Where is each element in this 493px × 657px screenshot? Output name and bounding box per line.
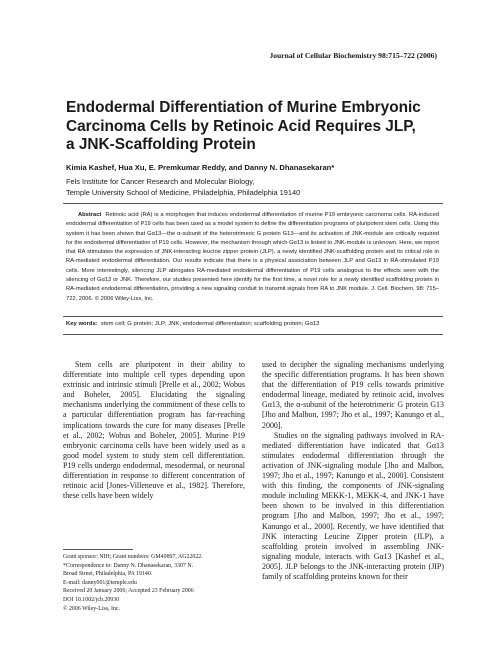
footnote-rule [63, 549, 133, 550]
affiliation-line: Fels Institute for Cancer Research and Molecular Biology, [66, 177, 255, 186]
keywords-text: stem cell; G protein; JLP; JNK; endodermal differentiation; scaffolding protein; Gα13 [100, 321, 320, 327]
abstract-top-rule [63, 203, 443, 204]
address-footnote: Broad Street, Philadelphia, PA 19140. [63, 571, 153, 578]
footnotes [63, 553, 248, 613]
affiliation-line: Temple University School of Medicine, Philadelphia, Philadelphia 19140 [66, 188, 301, 197]
grant-footnote: Grant sponsor: NIH; Grant numbers: GM49897, AG22022. [63, 554, 203, 560]
keywords-top-rule [63, 316, 443, 317]
abstract-label: Abstract [78, 212, 102, 218]
keywords-label: Key words: [66, 321, 98, 327]
title-line: a JNK-Scaffolding Protein [66, 136, 256, 153]
article-title [66, 99, 446, 155]
journal-header: Journal of Cellular Biochemistry 98:715–722 (2006) [269, 51, 437, 60]
body-paragraph: Studies on the signaling pathways involved in RA-mediated differentiation have indicated that Gα13 stimulates endodermal differentiation through the activation of JNK-signaling module [Jho and Malbon, 1997; Jho et al., 1997; Kanungo et al., 2000]. Consistent with this finding, the components of JNK-signaling module including MEKK-1, MEKK-4, and JNK-1 have been shown to be involved in this differentiation program [Jho and Malbon, 1997; Jho et al., 1997; Kanungo et al., 2000]. Recently, we have identified that JNK interacting Leucine Zipper protein (JLP), a scaffolding protein involved in assembling JNK-signaling module, interacts with Gα13 [Kashef et al., 2005]. JLP belongs to the JNK-interacting protein (JIP) family of scaffolding proteins known for their [262, 430, 444, 581]
body-column-right [262, 360, 444, 582]
body-paragraph: Stem cells are pluripotent in their ability to differentiate into multiple cell types depending upon extrinsic and intrinsic stimuli [Prelle et al., 2002; Wobus and Boheler, 2005]. Elucidating the signaling mechanisms underlying the commitment of these cells to a particular differentiation program has far-reaching implications towards the cure for many diseases [Prelle et al., 2002; Wobus and Boheler, 2005]. Murine P19 embryonic carcinoma cells have been widely used as a good model system to study stem cell differentiation. P19 cells undergo endodermal, mesodermal, or neuronal differentiation in response to different concentration of retinoic acid [Jones-Villeneuve et al., 1982]. Therefore, these cells have been widely [63, 360, 245, 501]
keywords [66, 321, 439, 327]
received-footnote: Received 20 January 2006; Accepted 23 February 2006 [63, 588, 194, 595]
abstract-text: Retinoic acid (RA) is a morphogen that induces endodermal differentiation of murine P19 embryonic carcinoma cells. RA-induced endodermal differentiation of P19 cells has been used as a model system to define the differentiation programs of pluripotent stem cells. Using this system it has been shown that Gα13—the α-subunit of the heterotrimeric G protein G13—and its activation of JNK-module are critically required for the endodermal differentiation of P19 cells. However, the mechanism through which Gα13 is linked to JNK-module is unknown. Here, we report that RA stimulates the expression of JNK-interacting leucine zipper protein (JLP), a newly identified JNK-scaffolding protein and its critical role in RA-mediated endodermal differentiation. Our results indicate that there is a physical association between JLP and Gα13 in RA-stimulated P19 cells. More interestingly, silencing JLP abrogates RA-mediated endodermal differentiation of P19 cells analogous to the effects seen with the silencing of Gα13 or JNK. Therefore, our studies presented here identify for the first time, a novel role for a newly identified scaffolding protein in RA-mediated endodermal differentiation, providing a new signaling conduit to transmit signals from RA to JNK module. J. Cell. Biochem. 98: 715–722, 2006. © 2006 Wiley-Liss, Inc. [66, 212, 439, 302]
body-paragraph: used to decipher the signaling mechanisms underlying the specific differentiation programs. It has been shown that the differentiation of P19 cells towards primitive endodermal lineage, mediated by retinoic acid, involves Gα13, the α-subunit of the heterotrimeric G protein G13 [Jho and Malbon, 1997; Jho et al., 1997; Kanungo et al., 2000]. [262, 360, 444, 430]
title-line: Endodermal Differentiation of Murine Embryonic [66, 99, 421, 116]
author-list: Kimia Kashef, Hua Xu, E. Premkumar Reddy, and Danny N. Dhanasekaran* [66, 163, 335, 172]
correspondence-footnote: *Correspondence to: Danny N. Dhanasekaran, 3307 N. [63, 562, 194, 569]
body-column-left [63, 360, 245, 501]
abstract [66, 211, 439, 304]
title-line: Carcinoma Cells by Retinoic Acid Requires JLP, [66, 117, 416, 135]
email-footnote: E-mail: danny001@temple.edu [63, 579, 137, 586]
affiliation [66, 176, 446, 198]
copyright-footnote: © 2006 Wiley-Liss, Inc. [63, 605, 120, 612]
keywords-bottom-rule [63, 334, 443, 335]
doi-footnote: DOI 10.1002/jcb.20930 [63, 596, 120, 603]
